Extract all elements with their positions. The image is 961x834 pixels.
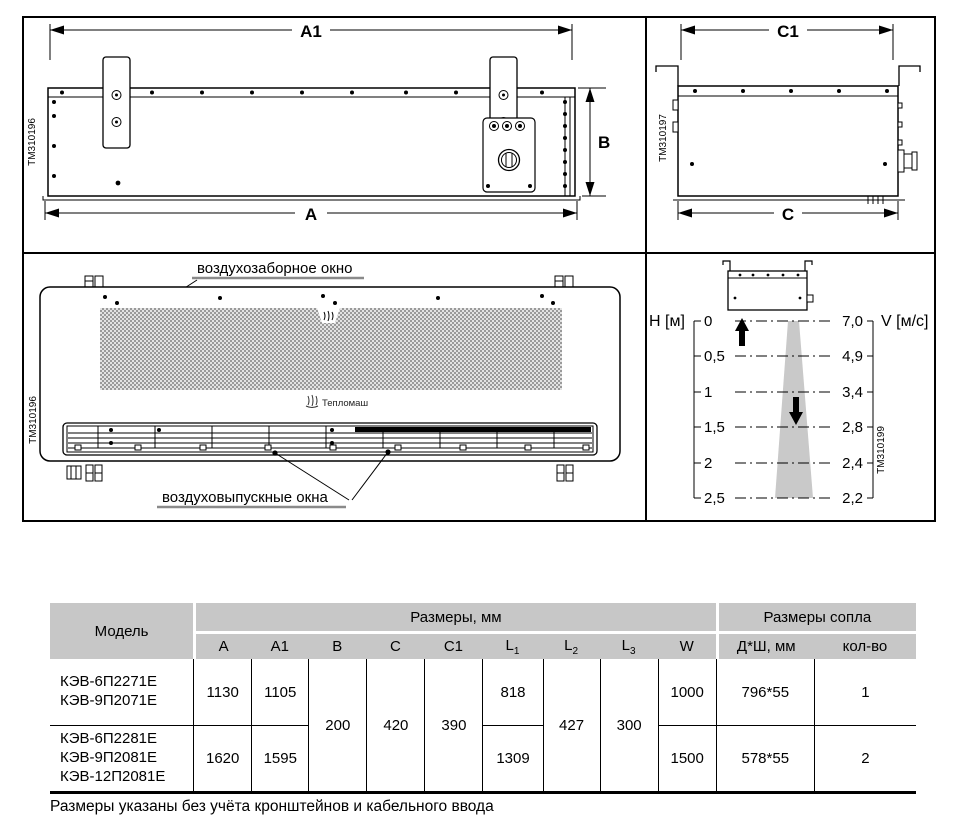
svg-text:1: 1 (704, 384, 713, 401)
unit-body (678, 86, 898, 196)
electrical-box (483, 118, 535, 192)
value-c1: 390 (424, 659, 482, 791)
front-view-drawing (24, 254, 645, 518)
value-nozzle-count: 2 (814, 725, 916, 791)
value-a1: 1105 (251, 659, 308, 725)
leader-dot (385, 449, 390, 454)
model-cell: КЭВ-6П2271Е КЭВ-9П2071Е (50, 659, 193, 725)
col-header-nozzle-count: кол-во (814, 631, 916, 659)
value-nozzle-dims: 578*55 (716, 725, 814, 791)
arrowhead (586, 182, 595, 196)
bottom-clips (67, 465, 573, 481)
model-cell: КЭВ-6П2281Е КЭВ-9П2081Е КЭВ-12П2081Е (50, 725, 193, 791)
arrowhead (678, 209, 692, 218)
arrowhead (586, 88, 595, 102)
h-axis (694, 321, 701, 498)
intake-window-label: воздухозаборное окно (197, 260, 353, 277)
table-row (50, 725, 916, 791)
col-header-a1: A1 (251, 631, 308, 659)
value-a: 1620 (193, 725, 251, 791)
unit-pictogram (723, 261, 813, 310)
value-l1: 1309 (482, 725, 542, 791)
airflow-diagram (647, 254, 932, 518)
svg-text:7,0: 7,0 (842, 313, 863, 330)
svg-text:0: 0 (704, 313, 713, 330)
brand-logo-text: Тепломаш (322, 398, 369, 409)
value-l3: 300 (600, 659, 658, 791)
value-a: 1130 (193, 659, 251, 725)
table-row (50, 659, 916, 725)
dim-label-a1: A1 (300, 22, 322, 41)
footnote: Размеры указаны без учёта кронштейнов и кабельного ввода (50, 798, 494, 815)
value-c: 420 (366, 659, 424, 791)
drawing-id-label: TM310197 (658, 114, 669, 162)
svg-text:2,2: 2,2 (842, 490, 863, 507)
arrowhead (50, 26, 64, 35)
arrowhead (558, 26, 572, 35)
arrowhead (681, 26, 695, 35)
dim-label-b: B (598, 133, 611, 152)
svg-text:0,5: 0,5 (704, 348, 725, 365)
group-header-nozzle: Размеры сопла (716, 603, 916, 631)
v-tick-labels (842, 313, 863, 507)
group-header-dimensions: Размеры, мм (193, 603, 716, 631)
cable-gland (898, 150, 917, 172)
col-header-a: A (193, 631, 251, 659)
dimensions-table (50, 603, 916, 794)
svg-text:2,5: 2,5 (704, 490, 725, 507)
arrowhead (563, 209, 577, 218)
drawing-id-label: TM310199 (876, 426, 887, 474)
drawing-id-label: TM310196 (28, 396, 39, 444)
value-nozzle-count: 1 (814, 659, 916, 725)
v-axis (867, 321, 873, 498)
value-w: 1500 (658, 725, 716, 791)
col-header-w: W (658, 631, 716, 659)
col-header-c: C (366, 631, 424, 659)
outlet-grille (63, 423, 597, 455)
arrowhead (45, 209, 59, 218)
value-nozzle-dims: 796*55 (716, 659, 814, 725)
col-header-b: B (308, 631, 366, 659)
h-tick-labels (704, 313, 725, 507)
leader-dot (272, 450, 277, 455)
drawing-id-label: TM310196 (27, 118, 38, 166)
value-a1: 1595 (251, 725, 308, 791)
col-header-c1: C1 (424, 631, 482, 659)
value-l1: 818 (482, 659, 542, 725)
col-header-l2: $L_2$ (543, 631, 600, 659)
col-header-nozzle-dims: Д*Ш, мм (716, 631, 814, 659)
rear-view-drawing (24, 18, 645, 252)
svg-text:4,9: 4,9 (842, 348, 863, 365)
outlet-windows-label: воздуховыпускные окна (162, 489, 328, 506)
value-b: 200 (308, 659, 366, 791)
svg-text:3,4: 3,4 (842, 384, 863, 401)
svg-text:2,8: 2,8 (842, 419, 863, 436)
col-header-l1: $L_1$ (482, 631, 542, 659)
col-header-l3: $L_3$ (600, 631, 658, 659)
value-l2: 427 (543, 659, 600, 791)
arrowhead (884, 209, 898, 218)
v-axis-label: V [м/с] (881, 313, 929, 330)
hanging-brackets (656, 66, 920, 86)
svg-text:2,4: 2,4 (842, 455, 863, 472)
value-w: 1000 (658, 659, 716, 725)
arrowhead (879, 26, 893, 35)
dim-label-a: A (304, 205, 318, 224)
h-axis-label: H [м] (649, 313, 685, 330)
svg-text:2: 2 (704, 455, 713, 472)
svg-text:1,5: 1,5 (704, 419, 725, 436)
side-view-drawing (647, 18, 932, 252)
dim-label-c1: C1 (777, 22, 799, 41)
col-header-model: Модель (50, 603, 193, 659)
intake-arrow-icon (735, 318, 749, 346)
dim-label-c: C (781, 205, 795, 224)
